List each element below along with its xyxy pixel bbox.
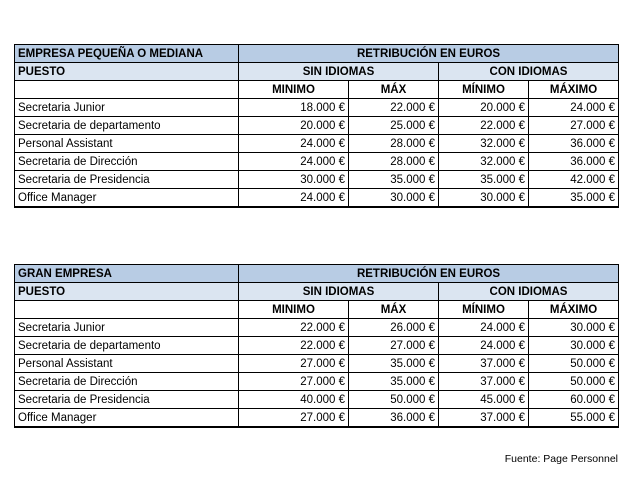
without-languages-header: SIN IDIOMAS — [239, 63, 439, 81]
max-with-header: MÁXIMO — [529, 301, 619, 319]
min-with-cell: 32.000 € — [439, 135, 529, 153]
position-cell: Secretaria de Presidencia — [15, 171, 239, 189]
min-with-cell: 35.000 € — [439, 171, 529, 189]
table-row — [15, 99, 619, 117]
source-note: Fuente: Page Personnel — [504, 453, 618, 465]
group-header-row — [15, 63, 619, 81]
max-without-header: MÁX — [349, 301, 439, 319]
table-row — [15, 135, 619, 153]
subheader-row — [15, 301, 619, 319]
min-with-cell: 30.000 € — [439, 189, 529, 208]
table-row — [15, 189, 619, 208]
position-cell: Office Manager — [15, 409, 239, 428]
min-without-cell: 40.000 € — [239, 391, 349, 409]
table-row — [15, 153, 619, 171]
position-cell: Personal Assistant — [15, 355, 239, 373]
position-cell: Secretaria de departamento — [15, 337, 239, 355]
max-with-header: MÁXIMO — [529, 81, 619, 99]
table-header-row — [15, 265, 619, 283]
min-with-cell: 45.000 € — [439, 391, 529, 409]
min-without-cell: 27.000 € — [239, 409, 349, 428]
max-with-cell: 30.000 € — [529, 319, 619, 337]
table-row — [15, 319, 619, 337]
max-with-cell: 50.000 € — [529, 373, 619, 391]
min-without-cell: 30.000 € — [239, 171, 349, 189]
max-without-header: MÁX — [349, 81, 439, 99]
with-languages-header: CON IDIOMAS — [439, 283, 619, 301]
max-without-cell: 35.000 € — [349, 355, 439, 373]
min-with-cell: 24.000 € — [439, 337, 529, 355]
table-row — [15, 409, 619, 428]
max-with-cell: 36.000 € — [529, 135, 619, 153]
empty-cell — [15, 301, 239, 319]
table-header-row — [15, 45, 619, 63]
min-without-cell: 24.000 € — [239, 153, 349, 171]
max-with-cell: 36.000 € — [529, 153, 619, 171]
max-without-cell: 35.000 € — [349, 373, 439, 391]
retribution-header: RETRIBUCIÓN EN EUROS — [239, 45, 619, 63]
min-without-cell: 24.000 € — [239, 189, 349, 208]
min-without-header: MINIMO — [239, 301, 349, 319]
max-without-cell: 28.000 € — [349, 153, 439, 171]
min-without-cell: 27.000 € — [239, 373, 349, 391]
max-without-cell: 28.000 € — [349, 135, 439, 153]
max-without-cell: 36.000 € — [349, 409, 439, 428]
position-cell: Secretaria Junior — [15, 99, 239, 117]
with-languages-header: CON IDIOMAS — [439, 63, 619, 81]
max-without-cell: 35.000 € — [349, 171, 439, 189]
min-without-cell: 20.000 € — [239, 117, 349, 135]
salary-table-sme — [14, 44, 619, 208]
min-with-cell: 22.000 € — [439, 117, 529, 135]
min-without-cell: 22.000 € — [239, 319, 349, 337]
max-with-cell: 55.000 € — [529, 409, 619, 428]
max-with-cell: 35.000 € — [529, 189, 619, 208]
min-with-cell: 24.000 € — [439, 319, 529, 337]
max-with-cell: 27.000 € — [529, 117, 619, 135]
subheader-row — [15, 81, 619, 99]
position-cell: Secretaria de Presidencia — [15, 391, 239, 409]
position-cell: Secretaria de Dirección — [15, 373, 239, 391]
position-cell: Secretaria de departamento — [15, 117, 239, 135]
min-without-cell: 27.000 € — [239, 355, 349, 373]
max-without-cell: 30.000 € — [349, 189, 439, 208]
max-with-cell: 30.000 € — [529, 337, 619, 355]
max-without-cell: 50.000 € — [349, 391, 439, 409]
table-row — [15, 355, 619, 373]
position-cell: Secretaria Junior — [15, 319, 239, 337]
max-with-cell: 60.000 € — [529, 391, 619, 409]
company-type-label: GRAN EMPRESA — [15, 265, 239, 283]
min-with-cell: 37.000 € — [439, 409, 529, 428]
min-with-header: MÍNIMO — [439, 301, 529, 319]
max-without-cell: 25.000 € — [349, 117, 439, 135]
max-without-cell: 22.000 € — [349, 99, 439, 117]
min-with-cell: 37.000 € — [439, 373, 529, 391]
table-row — [15, 391, 619, 409]
table-row — [15, 171, 619, 189]
min-with-header: MÍNIMO — [439, 81, 529, 99]
max-with-cell: 24.000 € — [529, 99, 619, 117]
max-with-cell: 50.000 € — [529, 355, 619, 373]
min-without-cell: 18.000 € — [239, 99, 349, 117]
min-without-cell: 22.000 € — [239, 337, 349, 355]
table-row — [15, 337, 619, 355]
table-row — [15, 373, 619, 391]
max-with-cell: 42.000 € — [529, 171, 619, 189]
group-header-row — [15, 283, 619, 301]
position-column-header: PUESTO — [15, 283, 239, 301]
company-type-label: EMPRESA PEQUEÑA O MEDIANA — [15, 45, 239, 63]
salary-table-large-company — [14, 264, 619, 428]
min-with-cell: 32.000 € — [439, 153, 529, 171]
position-column-header: PUESTO — [15, 63, 239, 81]
position-cell: Secretaria de Dirección — [15, 153, 239, 171]
min-with-cell: 37.000 € — [439, 355, 529, 373]
empty-cell — [15, 81, 239, 99]
without-languages-header: SIN IDIOMAS — [239, 283, 439, 301]
max-without-cell: 27.000 € — [349, 337, 439, 355]
position-cell: Office Manager — [15, 189, 239, 208]
position-cell: Personal Assistant — [15, 135, 239, 153]
min-without-cell: 24.000 € — [239, 135, 349, 153]
retribution-header: RETRIBUCIÓN EN EUROS — [239, 265, 619, 283]
min-with-cell: 20.000 € — [439, 99, 529, 117]
min-without-header: MINIMO — [239, 81, 349, 99]
max-without-cell: 26.000 € — [349, 319, 439, 337]
table-row — [15, 117, 619, 135]
